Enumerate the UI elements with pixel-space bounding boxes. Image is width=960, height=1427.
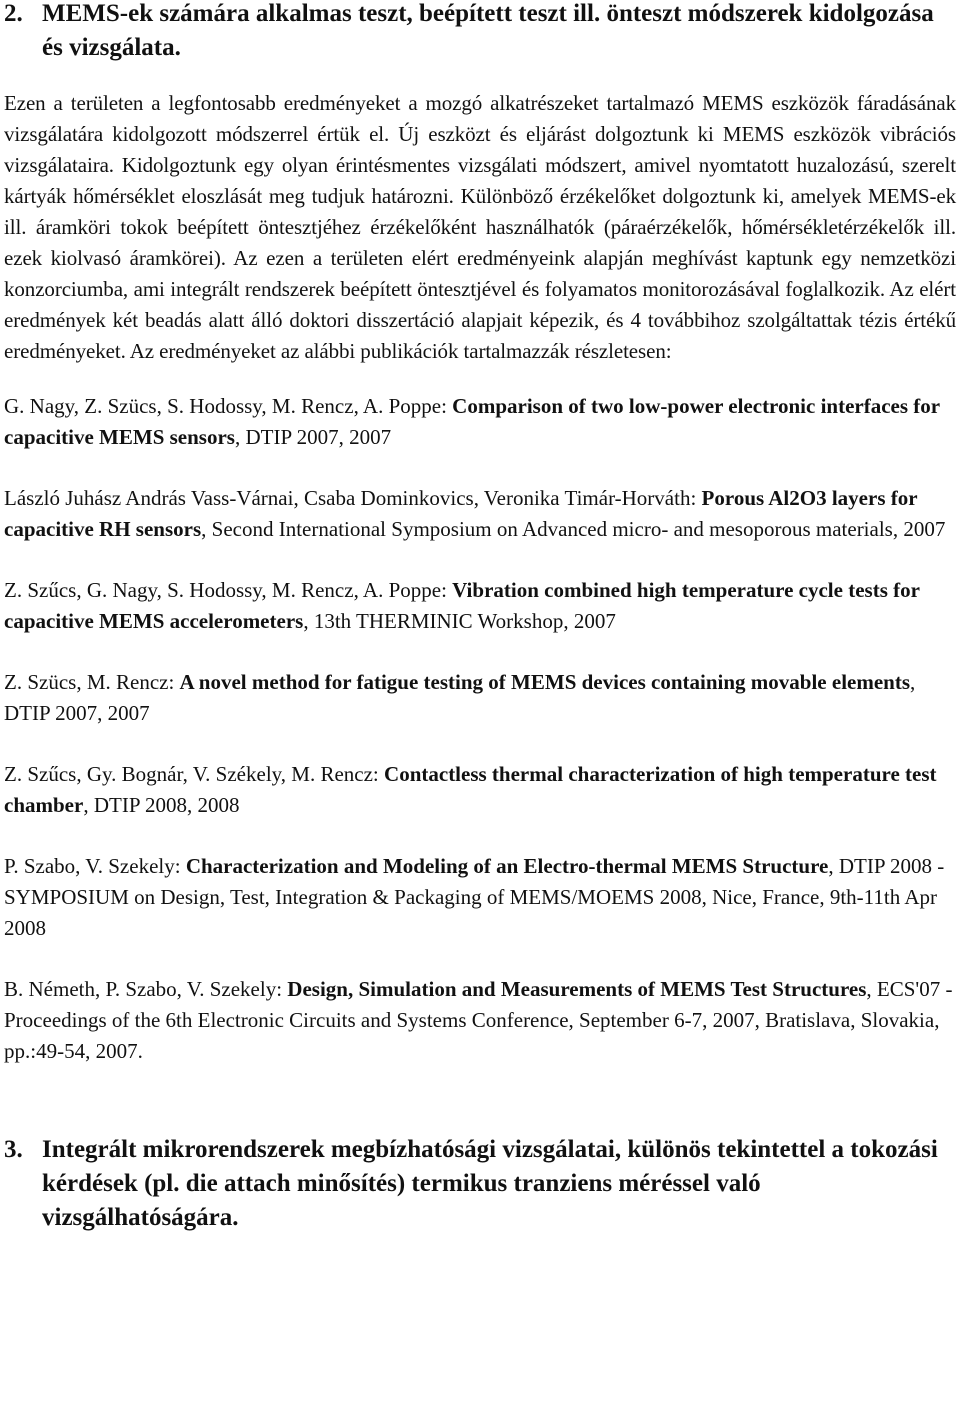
publication-title: Porous Al2O3 layers for capacitive RH sensors xyxy=(4,486,918,541)
publication-venue: , ECS'07 - Proceedings of the 6th Electronic Circuits and Systems Conference, September 6-7, 2007, Bratislava, Slovakia, pp.:49-54, 2007. xyxy=(4,977,953,1063)
publication-authors: Z. Szücs, M. Rencz: xyxy=(4,670,180,694)
section-2-title: MEMS-ek számára alkalmas teszt, beépített teszt ill. önteszt módszerek kidolgozása és vizsgálata. xyxy=(42,0,934,61)
publication-item xyxy=(4,575,956,637)
publication-title: Comparison of two low-power electronic interfaces for capacitive MEMS sensors xyxy=(4,394,940,449)
section-2-heading xyxy=(4,0,956,65)
section-3-heading xyxy=(4,1133,956,1235)
publication-authors: G. Nagy, Z. Szücs, S. Hodossy, M. Rencz, A. Poppe: xyxy=(4,394,453,418)
publication-title: Characterization and Modeling of an Electro-thermal MEMS Structure xyxy=(185,854,829,878)
publication-title: A novel method for fatigue testing of MEMS devices containing movable elements xyxy=(179,670,911,694)
section-3-title: Integrált mikrorendszerek megbízhatósági vizsgálatai, különös tekintettel a tokozási kérdések (pl. die attach minősítés) termikus tranziens méréssel való vizsgálhatóságára. xyxy=(42,1136,938,1231)
publication-venue: , Second International Symposium on Advanced micro- and mesoporous materials, 2007 xyxy=(201,517,946,541)
publication-title: Vibration combined high temperature cycle tests for capacitive MEMS accelerometers xyxy=(4,578,920,633)
section-3-number: 3. xyxy=(4,1136,23,1163)
publication-item xyxy=(4,974,956,1067)
intro-paragraph: Ezen a területen a legfontosabb eredményeket a mozgó alkatrészeket tartalmazó MEMS eszközök fáradásának vizsgálatára kidolgozott módszerrel értük el. Új eszközt és eljárást dolgoztunk ki MEMS eszközök vibrációs vizsgálataira. Kidolgoztunk egy olyan érintésmentes vizsgálati módszert, amivel nyomtatott huzalozású, szerelt kártyák hőmérséklet eloszlását meg tudjuk határozni. Különböző érzékelőket dolgoztunk ki, amelyek MEMS-ek ill. áramköri tokok beépített öntesztjéhez érzékelőként használhatók (páraérzékelők, hőmérsékletérzékelők ill. ezek kiolvasó áramkörei). Az ezen a területen elért eredményeink alapján meghívást kaptunk egy nemzetközi konzorciumba, ami integrált rendszerek beépített öntesztjével és folyamatos monitorozásával foglalkozik. Az elért eredmények két beadás alatt álló doktori disszertáció alapjait képezik, és 4 továbbihoz szolgáltattak tézis értékű eredményeket. Az eredményeket az alábbi publikációk tartalmazzák részletesen: xyxy=(4,91,956,363)
section-2-number: 2. xyxy=(4,0,23,27)
publication-item xyxy=(4,851,956,944)
publication-venue: , DTIP 2008, 2008 xyxy=(83,793,240,817)
publication-title: Contactless thermal characterization of high temperature test chamber xyxy=(4,762,937,817)
publication-item xyxy=(4,759,956,821)
publication-authors: Z. Szűcs, G. Nagy, S. Hodossy, M. Rencz, A. Poppe: xyxy=(4,578,453,602)
publication-venue: , 13th THERMINIC Workshop, 2007 xyxy=(303,609,616,633)
publication-venue: , DTIP 2008 - SYMPOSIUM on Design, Test, Integration & Packaging of MEMS/MOEMS 2008, Nice, France, 9th-11th Apr 2008 xyxy=(4,854,945,940)
publication-item xyxy=(4,391,956,453)
publication-venue: , DTIP 2007, 2007 xyxy=(234,425,392,449)
publication-authors: Z. Szűcs, Gy. Bognár, V. Székely, M. Rencz: xyxy=(4,762,385,786)
publication-authors: László Juhász András Vass-Várnai, Csaba Dominkovics, Veronika Timár-Horváth: xyxy=(4,486,702,510)
publication-title: Design, Simulation and Measurements of MEMS Test Structures xyxy=(287,977,867,1001)
publication-venue: , DTIP 2007, 2007 xyxy=(4,670,916,725)
publication-item xyxy=(4,483,956,545)
publication-authors: P. Szabo, V. Szekely: xyxy=(4,854,186,878)
publication-authors: B. Németh, P. Szabo, V. Szekely: xyxy=(4,977,288,1001)
publication-list xyxy=(4,391,956,1067)
publication-item xyxy=(4,667,956,729)
